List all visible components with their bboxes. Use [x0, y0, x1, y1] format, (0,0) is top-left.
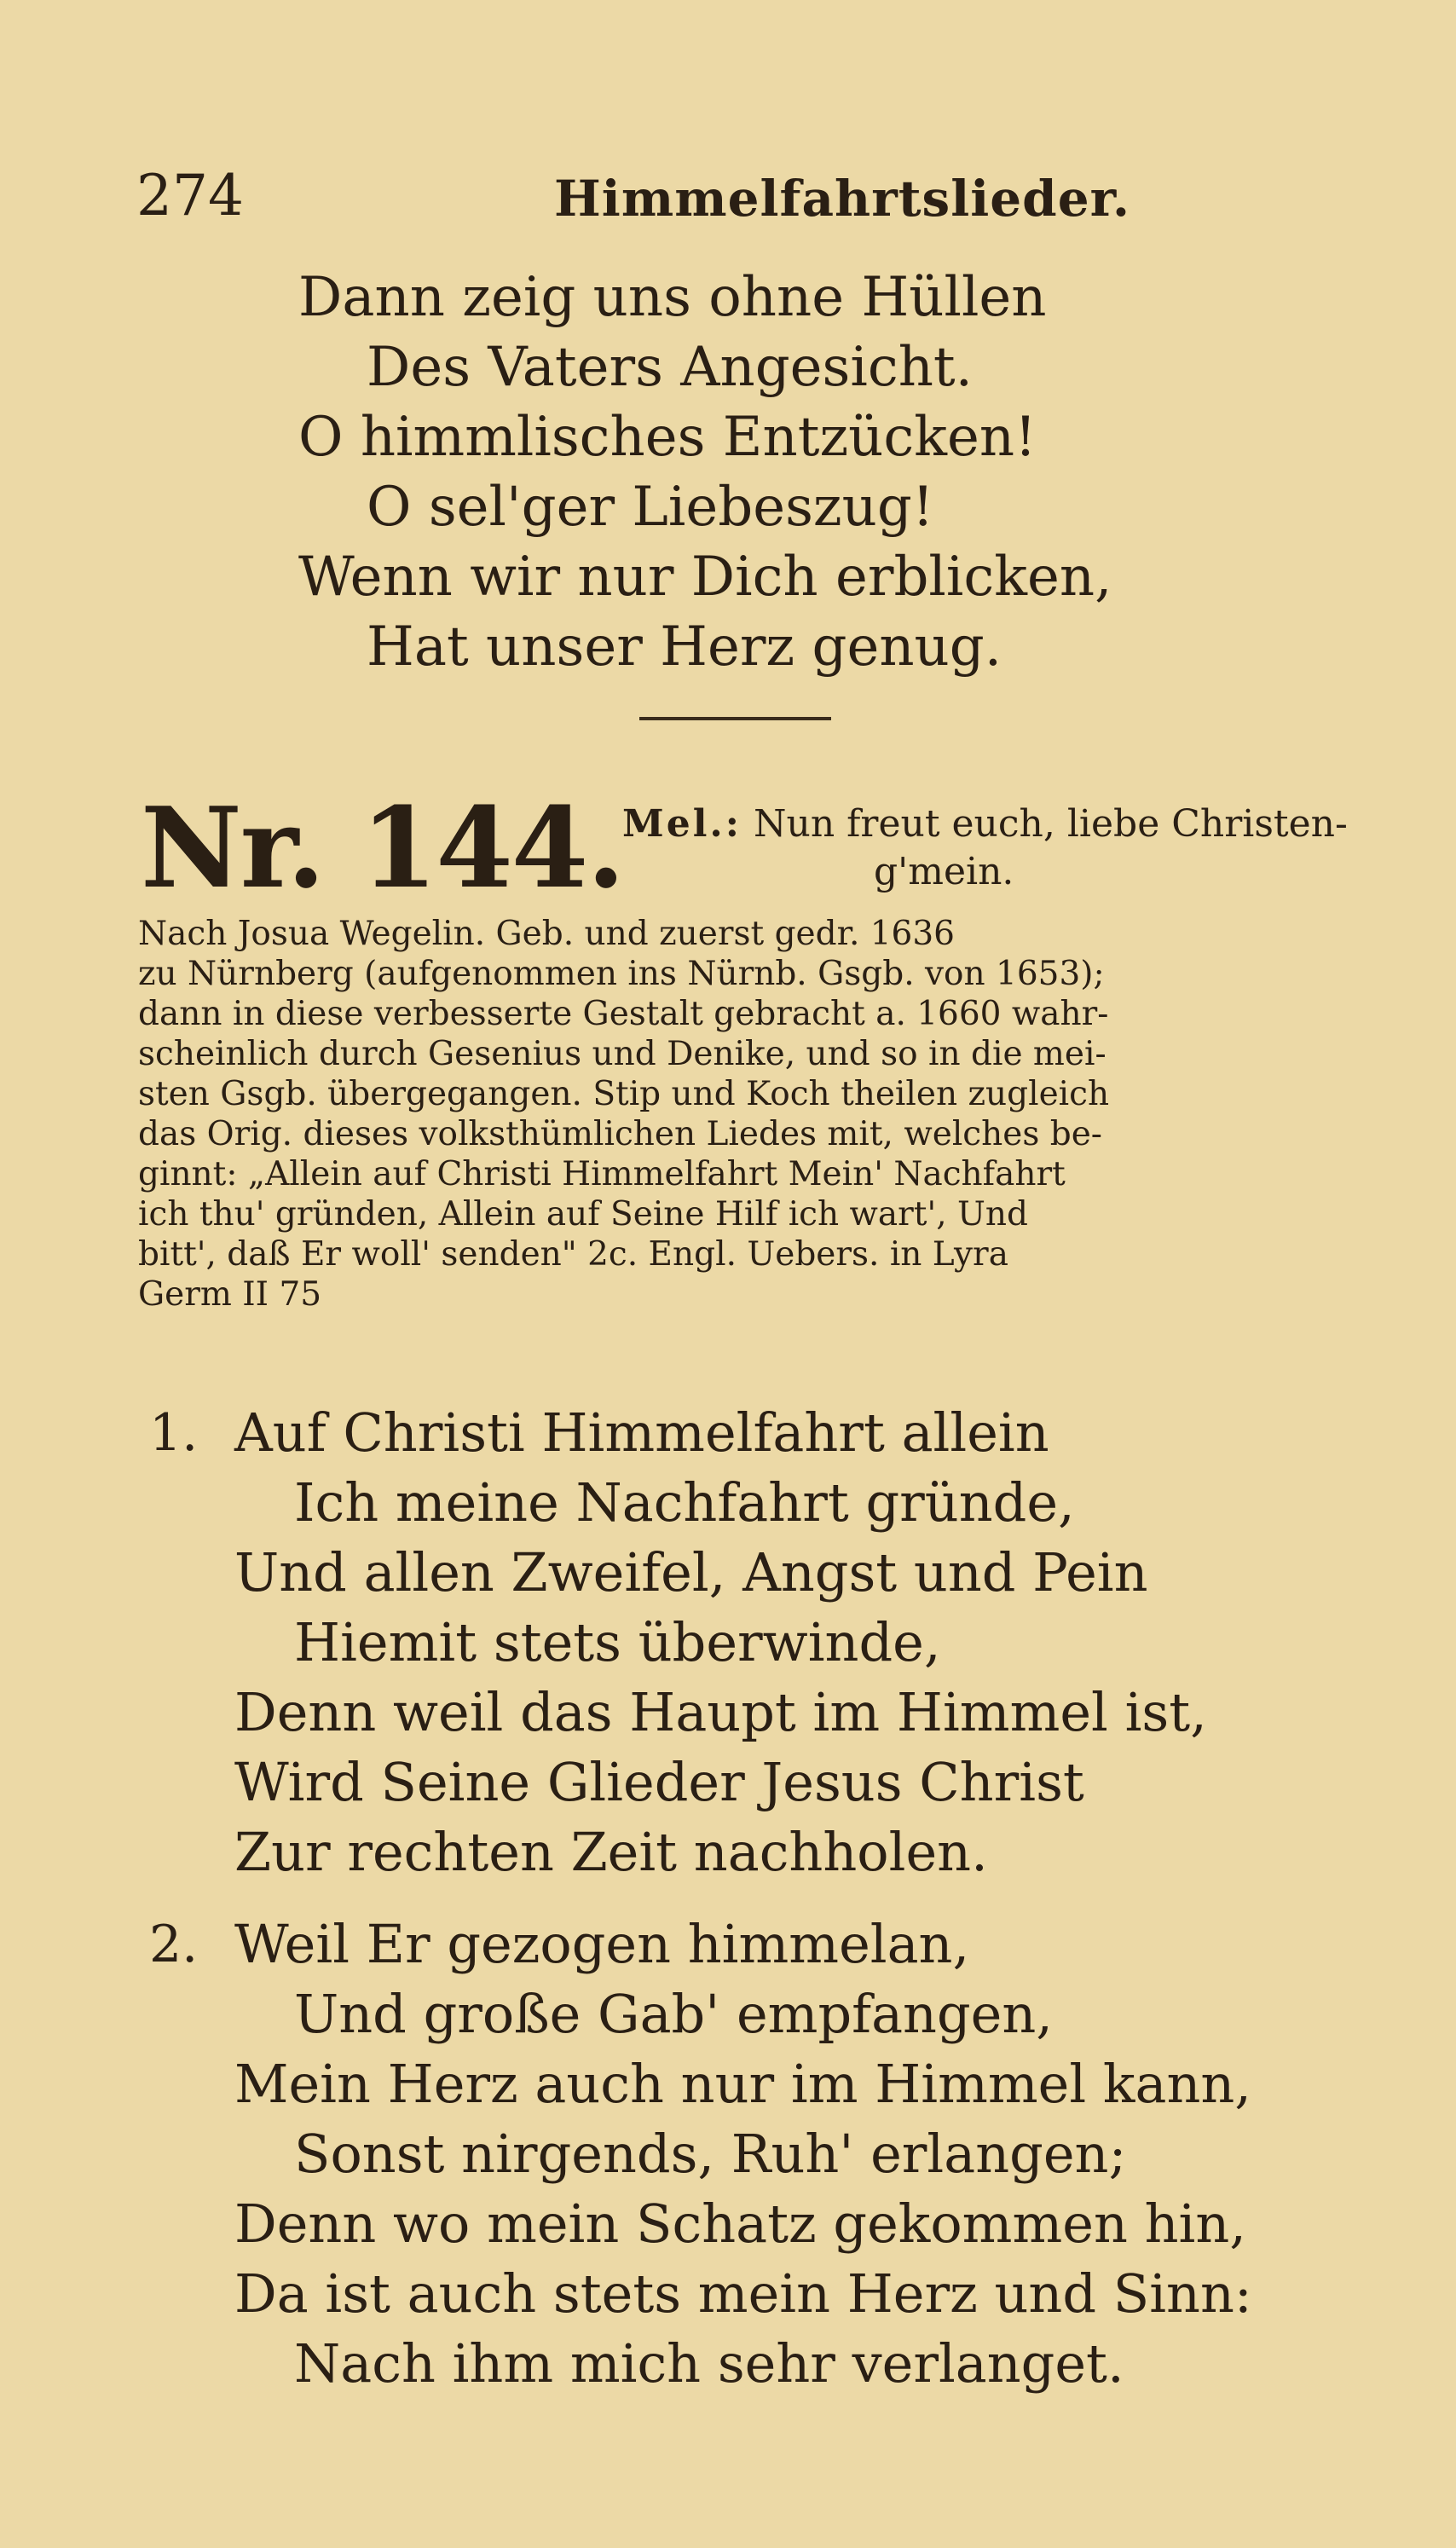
- stanza-number: 1.: [149, 1403, 199, 1463]
- verse-line: Und allen Zweifel, Angst und Pein: [234, 1541, 1148, 1603]
- verse-line: Denn wo mein Schatz gekommen hin,: [234, 2193, 1246, 2255]
- verse-line: Weil Er gezogen himmelan,: [234, 1913, 970, 1975]
- verse-line: Sonst nirgends, Ruh' erlangen;: [294, 2123, 1127, 2185]
- source-line: scheinlich durch Gesenius und Denike, und so in die mei-: [138, 1035, 1106, 1073]
- verse-line: Da ist auch stets mein Herz und Sinn:: [234, 2262, 1252, 2325]
- verse-line: Nach ihm mich sehr verlanget.: [294, 2332, 1124, 2395]
- source-line: bitt', daß Er woll' senden" 2c. Engl. Uebers. in Lyra: [138, 1235, 1008, 1274]
- source-line: ginnt: „Allein auf Christi Himmelfahrt Mein' Nachfahrt: [138, 1155, 1066, 1193]
- melody-label: Mel.:: [622, 802, 742, 846]
- verse-line: Des Vaters Angesicht.: [367, 336, 973, 399]
- stanza-lines: [234, 1910, 1252, 2399]
- page-header: [136, 162, 1347, 239]
- verse-line: O sel'ger Liebeszug!: [367, 476, 934, 539]
- verse-line: Hiemit stets überwinde,: [294, 1611, 941, 1673]
- page-number: 274: [136, 163, 244, 228]
- verse-line: Mein Herz auch nur im Himmel kann,: [234, 2053, 1252, 2115]
- previous-hymn-closing-verse: [298, 263, 1321, 682]
- verse-line: Hat unser Herz genug.: [367, 615, 1002, 679]
- verse-line: Und große Gab' empfangen,: [294, 1983, 1054, 2045]
- source-line: dann in diese verbesserte Gestalt gebracht a. 1660 wahr-: [138, 995, 1109, 1033]
- hymn-heading: [141, 783, 1348, 913]
- verse-line: Denn weil das Haupt im Himmel ist,: [234, 1681, 1207, 1743]
- section-divider: [639, 717, 831, 720]
- hymn-source-note: [138, 914, 1332, 1314]
- verse-line: Wird Seine Glieder Jesus Christ: [234, 1751, 1084, 1813]
- verse-line: Auf Christi Himmelfahrt allein: [234, 1401, 1049, 1464]
- source-line: sten Gsgb. übergegangen. Stip und Koch theilen zugleich: [138, 1075, 1110, 1113]
- verse-line: Zur rechten Zeit nachholen.: [234, 1821, 988, 1883]
- hymn-number: Nr. 144.: [141, 783, 624, 913]
- running-title: Himmelfahrtslieder.: [554, 170, 1131, 228]
- source-line: zu Nürnberg (aufgenommen ins Nürnb. Gsgb. von 1653);: [138, 955, 1105, 993]
- source-line: Nach Josua Wegelin. Geb. und zuerst gedr. 1636: [138, 915, 955, 953]
- verse-line: Dann zeig uns ohne Hüllen: [298, 266, 1047, 329]
- melody-title-continued: g'mein.: [874, 850, 1014, 893]
- source-line: Germ II 75: [138, 1275, 322, 1314]
- melody-title: Nun freut euch, liebe Christen-: [753, 802, 1348, 846]
- stanza-number: 2.: [149, 1915, 199, 1974]
- verse-line: Wenn wir nur Dich erblicken,: [298, 546, 1112, 609]
- verse-line: Ich meine Nachfahrt gründe,: [294, 1471, 1075, 1534]
- verse-line: O himmlisches Entzücken!: [298, 406, 1037, 469]
- melody-reference: [622, 800, 1372, 896]
- stanza-lines: [234, 1398, 1207, 1887]
- source-line: ich thu' gründen, Allein auf Seine Hilf ich wart', Und: [138, 1195, 1028, 1234]
- source-line: das Orig. dieses volksthümlichen Liedes mit, welches be-: [138, 1115, 1102, 1153]
